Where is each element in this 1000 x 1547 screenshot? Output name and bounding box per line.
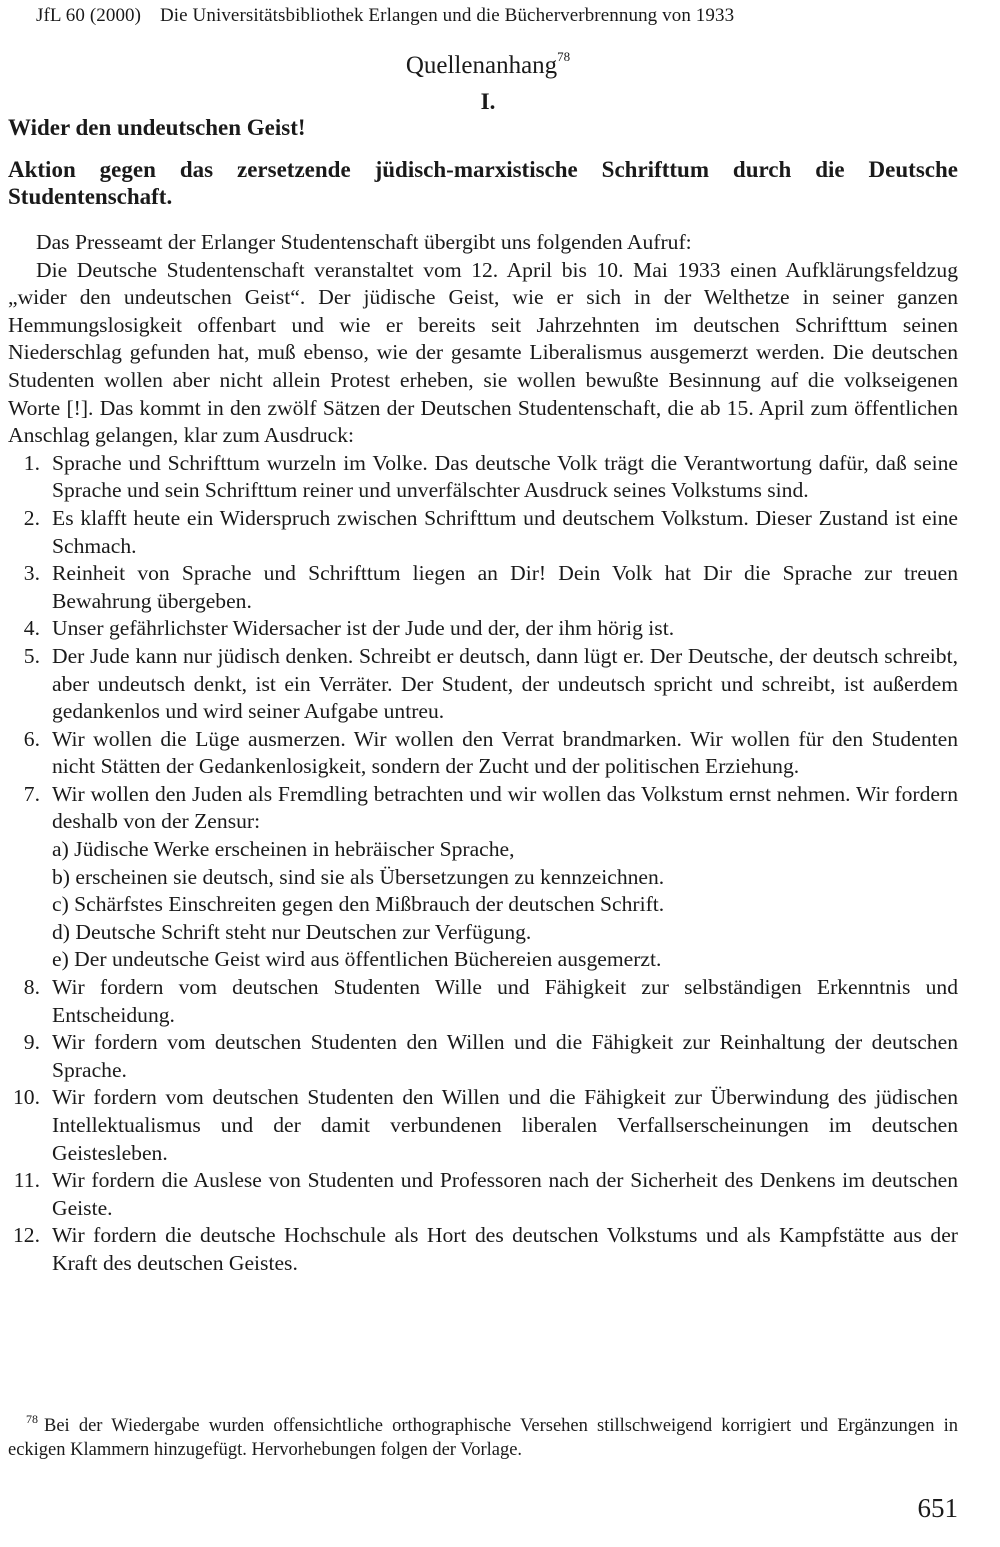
- intro-paragraph: Das Presseamt der Erlanger Studentenschaft übergibt uns folgenden Aufruf:: [36, 230, 692, 254]
- document-subheadline: Aktion gegen das zersetzende jüdisch-marxistische Schrifttum durch die Deutsche Studentenschaft.: [8, 157, 958, 209]
- list-item-number: 3.: [23, 561, 40, 586]
- list-item-number: 6.: [23, 726, 40, 751]
- list-item: [8, 560, 958, 615]
- footnote-number: 78: [26, 1412, 38, 1426]
- list-item-text: Wir wollen den Juden als Fremdling betrachten und wir wollen das Volkstum ernst nehmen. Wir fordern deshalb von der Zensur:: [52, 781, 958, 834]
- document-body: [8, 229, 958, 1278]
- list-item-text: Der Jude kann nur jüdisch denken. Schreibt er deutsch, dann lügt er. Der Deutsche, der deutsch schreibt, aber undeutsch denkt, ist ein Verräter. Der Student, der undeutsch spricht und schreibt, ist außerdem gedankenlos und wird seiner Aufgabe untreu.: [52, 643, 958, 724]
- page-number: 651: [917, 1493, 958, 1523]
- theses-list: [8, 450, 958, 1278]
- list-item-number: 9.: [23, 1030, 40, 1055]
- list-item-number: 1.: [23, 450, 40, 475]
- footnote-reference: 78: [557, 49, 571, 64]
- list-item: [8, 643, 958, 726]
- footnote: [8, 1414, 958, 1462]
- sub-list-item: e) Der undeutsche Geist wird aus öffentlichen Büchereien ausgemerzt.: [52, 947, 662, 972]
- list-item-number: 12.: [13, 1223, 40, 1248]
- sub-list-item: a) Jüdische Werke erscheinen in hebräischer Sprache,: [52, 837, 515, 862]
- sub-list-item: d) Deutsche Schrift steht nur Deutschen zur Verfügung.: [52, 919, 532, 944]
- list-item-text: Reinheit von Sprache und Schrifttum liegen an Dir! Dein Volk hat Dir die Sprache zur treuen Bewahrung übergeben.: [52, 561, 958, 613]
- list-item: [8, 615, 958, 643]
- article-title: Die Universitätsbibliothek Erlangen und die Bücherverbrennung von 1933: [159, 5, 735, 26]
- list-item-text: Wir wollen die Lüge ausmerzen. Wir wollen den Verrat brandmarken. Wir wollen für den Studenten nicht Stätten der Gedankenlosigkeit, sondern der Zucht und der politischen Erziehung.: [52, 726, 958, 779]
- list-item-number: 8.: [23, 975, 40, 1000]
- list-item-text: Wir fordern vom deutschen Studenten den Willen und die Fähigkeit zur Überwindung des jüdischen Intellektualismus und der damit verbundenen liberalen Verfallserscheinungen im deutschen Geistesleben.: [52, 1085, 958, 1165]
- list-item-text: Wir fordern vom deutschen Studenten den Willen und die Fähigkeit zur Reinhaltung der deutschen Sprache.: [52, 1030, 958, 1082]
- document-page: [8, 0, 958, 1547]
- call-paragraph: Die Deutsche Studentenschaft veranstaltet vom 12. April bis 10. Mai 1933 einen Aufklärungsfeldzug „wider den undeutschen Geist“. Der jüdische Geist, wie er sich in der Welthetze in seiner ganzen Hemmungslosigkeit offenbart und wie er bereits seit Jahrzehnten im deutschen Schrifttum seinen Niederschlag gefunden hat, muß ebenso, wie der gesamte Liberalismus ausgemerzt werden. Die deutschen Studenten wollen aber nicht allein Protest erheben, sie wollen bewußte Besinnung auf die volkseigenen Worte [!]. Das kommt in den zwölf Sätzen der Deutschen Studentenschaft, die ab 15. April zum öffentlichen Anschlag gelangen, klar zum Ausdruck:: [8, 257, 958, 448]
- list-item: [8, 1167, 958, 1222]
- journal-volume: JfL 60 (2000): [36, 5, 142, 26]
- list-item: [8, 450, 958, 505]
- sub-list-item: c) Schärfstes Einschreiten gegen den Mißbrauch der deutschen Schrift.: [52, 892, 665, 917]
- document-headline: Wider den undeutschen Geist!: [8, 115, 306, 140]
- list-item: [8, 974, 958, 1029]
- list-item-text: Unser gefährlichster Widersacher ist der Jude und der, der ihm hörig ist.: [52, 616, 675, 641]
- section-number: I.: [480, 89, 496, 114]
- list-item-text: Wir fordern vom deutschen Studenten Wille und Fähigkeit zur selbständigen Erkenntnis und Entscheidung.: [52, 975, 958, 1027]
- list-item-text: Wir fordern die Auslese von Studenten und Professoren nach der Sicherheit des Denkens im deutschen Geiste.: [52, 1168, 958, 1220]
- list-item-number: 4.: [23, 616, 40, 641]
- appendix-title-text: Quellenanhang: [405, 52, 558, 79]
- list-item-number: 5.: [23, 643, 40, 668]
- appendix-title: [8, 49, 958, 80]
- running-header: [36, 5, 936, 27]
- list-item: [8, 1084, 958, 1167]
- list-item: [8, 1222, 958, 1277]
- list-item-number: 11.: [13, 1168, 40, 1193]
- footnote-text: Bei der Wiedergabe wurden offensichtliche orthographische Versehen stillschweigend korrigiert und Ergänzungen in eckigen Klammern hinzugefügt. Hervorhebungen folgen der Vorlage.: [8, 1416, 958, 1460]
- list-item-number: 10.: [13, 1085, 40, 1110]
- list-item-number: 2.: [23, 505, 40, 530]
- censorship-demands-list: [52, 836, 958, 974]
- sub-list-item: b) erscheinen sie deutsch, sind sie als Übersetzungen zu kennzeichnen.: [52, 864, 665, 889]
- list-item-text: Es klafft heute ein Widerspruch zwischen Schrifttum und deutschem Volkstum. Dieser Zustand ist eine Schmach.: [52, 505, 958, 558]
- list-item: [8, 505, 958, 560]
- list-item: [8, 781, 958, 974]
- list-item: [8, 726, 958, 781]
- list-item-text: Sprache und Schrifttum wurzeln im Volke. Das deutsche Volk trägt die Verantwortung dafür, daß seine Sprache und sein Schrifttum reiner und unverfälschter Ausdruck seines Volkstums sind.: [52, 450, 958, 503]
- list-item: [8, 1029, 958, 1084]
- list-item-text: Wir fordern die deutsche Hochschule als Hort des deutschen Volkstums und als Kampfstätte aus der Kraft des deutschen Geistes.: [52, 1223, 958, 1275]
- list-item-number: 7.: [23, 781, 40, 806]
